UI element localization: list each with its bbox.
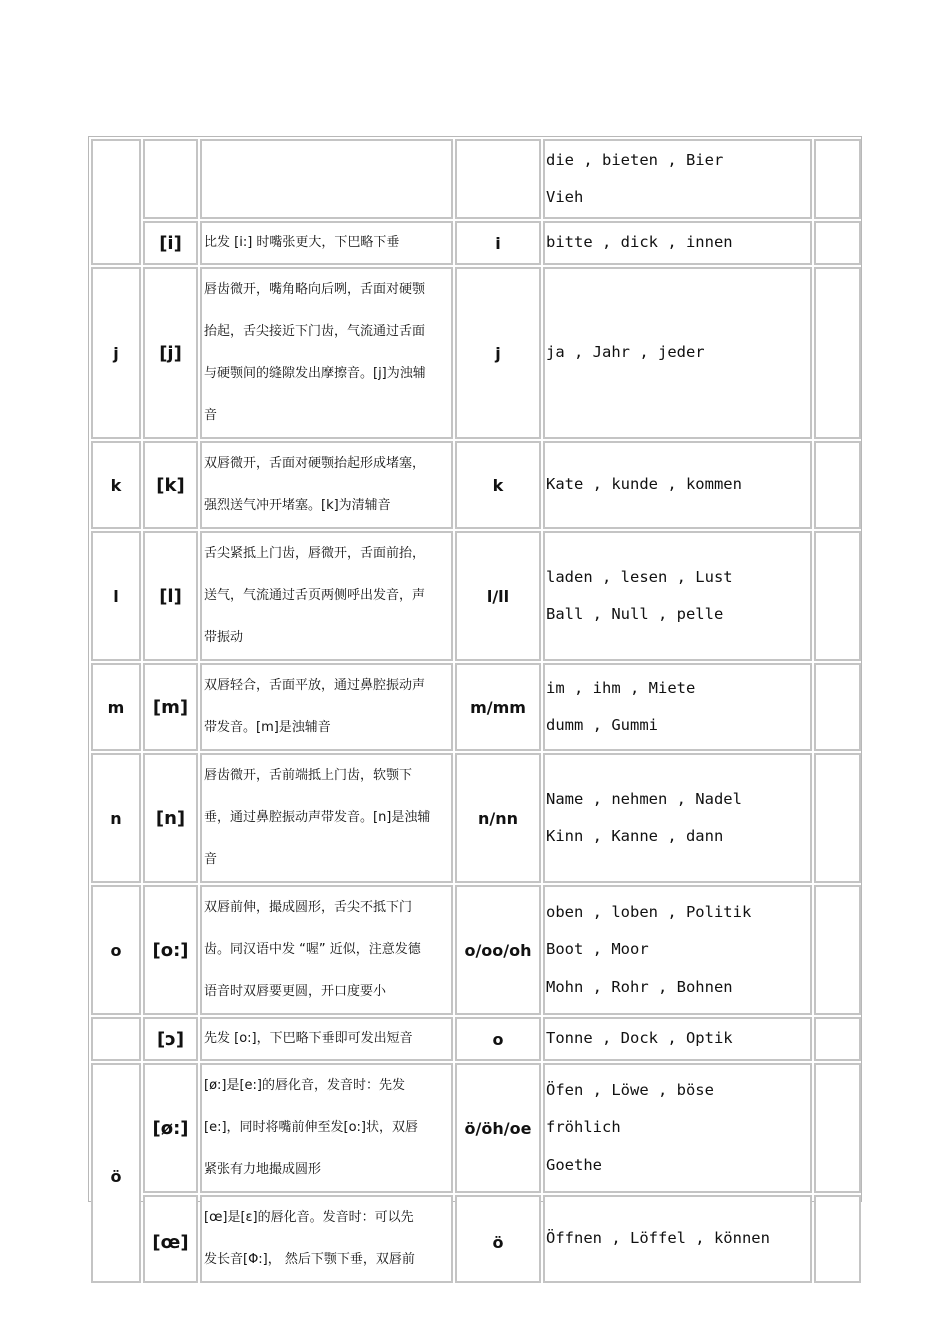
table-row [91,221,861,265]
table-row [91,267,861,439]
ipa-cell: [l] [143,531,198,661]
examples-cell: Öffnen , Löffel , können [543,1195,812,1283]
description-cell: 舌尖紧抵上门齿，唇微开，舌面前抬， 送气，气流通过舌页两侧呼出发音，声 带振动 [200,531,453,661]
letter-cell: o [91,885,141,1015]
ipa-cell: [ɔ] [143,1017,198,1061]
examples-cell: bitte , dick , innen [543,221,812,265]
spelling-cell: m/mm [455,663,541,751]
pronunciation-table [89,137,863,1285]
description-cell: 双唇轻合，舌面平放，通过鼻腔振动声 带发音。[m]是浊辅音 [200,663,453,751]
spelling-cell: o [455,1017,541,1061]
empty-cell [814,1063,861,1193]
pronunciation-table-frame [88,136,862,1267]
description-cell: 双唇微开，舌面对硬颚抬起形成堵塞， 强烈送气冲开堵塞。[k]为清辅音 [200,441,453,529]
empty-cell [814,663,861,751]
table-row [91,1063,861,1193]
empty-cell [814,267,861,439]
ipa-cell: [o:] [143,885,198,1015]
spelling-cell: k [455,441,541,529]
letter-cell: n [91,753,141,883]
description-cell: 唇齿微开，舌前端抵上门齿，软颚下 垂，通过鼻腔振动声带发音。[n]是浊辅 音 [200,753,453,883]
examples-cell: Tonne , Dock , Optik [543,1017,812,1061]
ipa-cell: [j] [143,267,198,439]
table-row [91,753,861,883]
spelling-cell: ö [455,1195,541,1283]
examples-cell: laden , lesen , Lust Ball , Null , pelle [543,531,812,661]
examples-cell: im , ihm , Miete dumm , Gummi [543,663,812,751]
examples-cell: ja , Jahr , jeder [543,267,812,439]
description-cell: [œ]是[ɛ]的唇化音。发音时：可以先 发长音[Φ:]， 然后下颚下垂，双唇前 [200,1195,453,1283]
table-row [91,139,861,219]
empty-cell [814,221,861,265]
ipa-cell: [œ] [143,1195,198,1283]
empty-cell [814,885,861,1015]
ipa-cell: [n] [143,753,198,883]
letter-cell: ö [91,1063,141,1283]
examples-cell: Öfen , Löwe , böse fröhlich Goethe [543,1063,812,1193]
empty-cell [814,1195,861,1283]
empty-cell [814,1017,861,1061]
empty-cell [814,139,861,219]
description-cell: [ø:]是[e:]的唇化音，发音时：先发 [e:]，同时将嘴前伸至发[o:]状，双唇 紧张有力地撮成圆形 [200,1063,453,1193]
letter-cell [91,139,141,265]
description-cell: 先发 [o:]，下巴略下垂即可发出短音 [200,1017,453,1061]
spelling-cell [455,139,541,219]
spelling-cell: n/nn [455,753,541,883]
examples-cell: Name , nehmen , Nadel Kinn , Kanne , dann [543,753,812,883]
examples-cell: die , bieten , Bier Vieh [543,139,812,219]
letter-cell: j [91,267,141,439]
ipa-cell: [i] [143,221,198,265]
examples-cell: Kate , kunde , kommen [543,441,812,529]
description-cell: 比发 [i:] 时嘴张更大，下巴略下垂 [200,221,453,265]
letter-cell: l [91,531,141,661]
table-row [91,441,861,529]
table-row [91,1017,861,1061]
ipa-cell: [m] [143,663,198,751]
letter-cell: m [91,663,141,751]
spelling-cell: o/oo/oh [455,885,541,1015]
ipa-cell: [k] [143,441,198,529]
ipa-cell: [ø:] [143,1063,198,1193]
table-row [91,663,861,751]
spelling-cell: i [455,221,541,265]
empty-cell [814,753,861,883]
table-row [91,885,861,1015]
table-row [91,1195,861,1283]
description-cell [200,139,453,219]
empty-cell [814,531,861,661]
spelling-cell: j [455,267,541,439]
letter-cell: k [91,441,141,529]
ipa-cell [143,139,198,219]
description-cell: 双唇前伸，撮成圆形，舌尖不抵下门 齿。同汉语中发 “喔” 近似，注意发德 语音时双唇要更圆，开口度要小 [200,885,453,1015]
spelling-cell: ö/öh/oe [455,1063,541,1193]
table-row [91,531,861,661]
spelling-cell: l/ll [455,531,541,661]
empty-cell [814,441,861,529]
examples-cell: oben , loben , Politik Boot , Moor Mohn , Rohr , Bohnen [543,885,812,1015]
description-cell: 唇齿微开，嘴角略向后咧，舌面对硬颚 抬起，舌尖接近下门齿，气流通过舌面 与硬颚间的缝隙发出摩擦音。[j]为浊辅 音 [200,267,453,439]
letter-cell [91,1017,141,1061]
